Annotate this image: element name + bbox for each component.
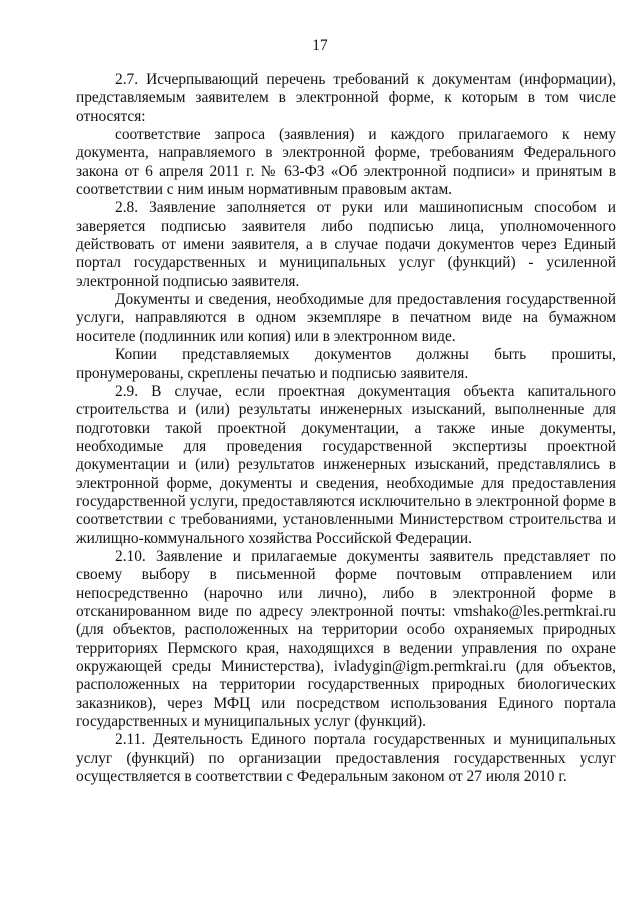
- paragraph-2-7-intro: 2.7. Исчерпывающий перечень требований к документам (информации), представляемым заявителем в электронной форме, к которым в том числе относятся:: [76, 71, 616, 125]
- page-number: 17: [312, 37, 328, 54]
- paragraph-2-10: 2.10. Заявление и прилагаемые документы заявитель представляет по своему выбору в письменной форме почтовым отправлением или непосредственно (нарочно или лично), либо в электронной форме в отсканированном виде по адресу электронной почты: vmshako@les.permkrai.ru (для объектов, расположенных на территории особо охраняемых природных территориях Пермского края, находящихся в ведении управления по охране окружающей среды Министерства), ivladygin@igm.permkrai.ru (для объектов, расположенных на территории государственных природных биологических заказников), через МФЦ или посредством использования Единого портала государственных и муниципальных услуг (функций).: [76, 547, 616, 731]
- paragraph-2-8: 2.8. Заявление заполняется от руки или машинописным способом и заверяется подписью заявителя либо подписью лица, уполномоченного действовать от имени заявителя, а в случае подачи документов через Единый портал государственных и муниципальных услуг (функций) - усиленной электронной подписью заявителя.: [76, 199, 616, 290]
- paragraph-2-7-requirement: соответствие запроса (заявления) и каждого прилагаемого к нему документа, направляемого в электронной форме, требованиям Федерального закона от 6 апреля 2011 г. № 63-ФЗ «Об электронной подписи» и принятым в соответствии с ним иным нормативным правовым актам.: [76, 126, 616, 199]
- paragraph-2-9: 2.9. В случае, если проектная документация объекта капитального строительства и (или) результаты инженерных изысканий, выполненные для подготовки такой проектной документации, а также иные документы, необходимые для проведения государственной экспертизы проектной документации и (или) результатов инженерных изысканий, представлялись в электронной форме, документы и сведения, необходимые для предоставления государственной услуги, предоставляются исключительно в электронной форме в соответствии с требованиями, установленными Министерством строительства и жилищно-коммунального хозяйства Российской Федерации.: [76, 382, 616, 547]
- paragraph-2-11: 2.11. Деятельность Единого портала государственных и муниципальных услуг (функций) по организации предоставления государственных услуг осуществляется в соответствии с Федеральным законом от 27 июля 2010 г.: [76, 731, 616, 786]
- paragraph-2-8-documents: Документы и сведения, необходимые для предоставления государственной услуги, направляются в одном экземпляре в печатном виде на бумажном носителе (подлинник или копия) или в электронном виде.: [76, 291, 616, 345]
- document-body: [76, 71, 616, 786]
- paragraph-2-8-copies: Копии представляемых документов должны быть прошиты, пронумерованы, скреплены печатью и подписью заявителя.: [76, 346, 616, 382]
